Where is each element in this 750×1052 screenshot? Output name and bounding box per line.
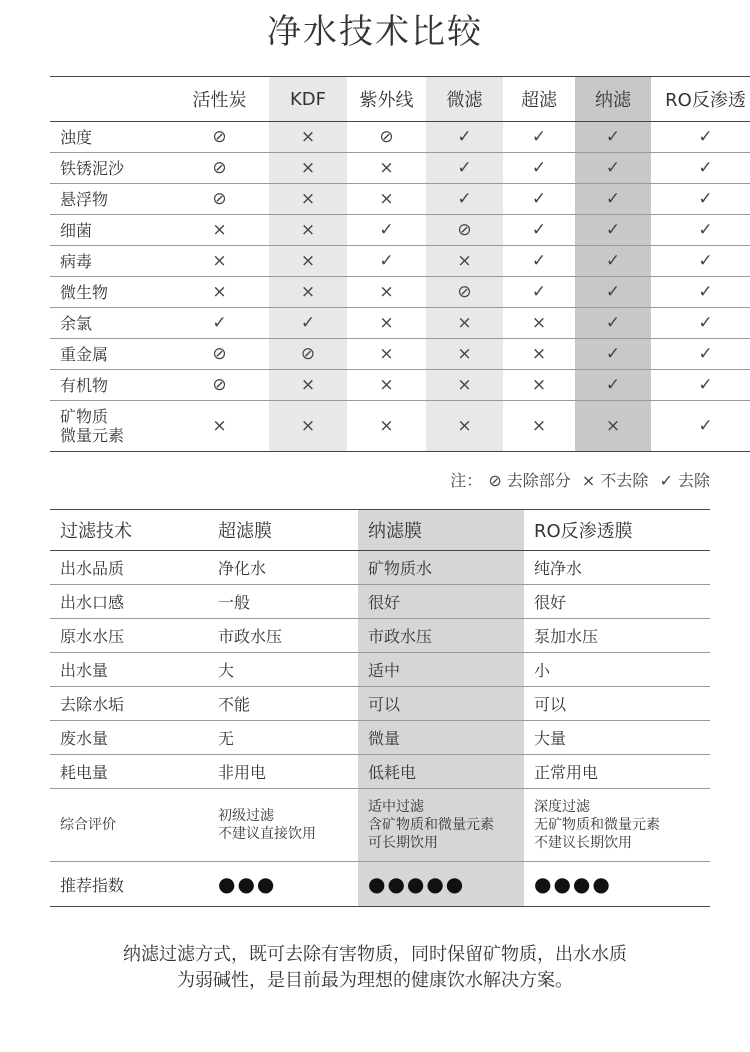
- table1-cell-mark: ✓: [651, 246, 750, 277]
- table1-cell-mark: ⊘: [426, 277, 503, 308]
- table1-cell-mark: ✓: [575, 308, 651, 339]
- table2-cell: 不能: [208, 687, 358, 721]
- table2-row: [50, 721, 710, 755]
- table1-cell-mark: ×: [426, 401, 503, 452]
- table1-cell-mark: ×: [503, 308, 575, 339]
- table2-cell: 大: [208, 653, 358, 687]
- table1-cell-mark: ×: [269, 246, 347, 277]
- table1-cell-mark: ✓: [651, 215, 750, 246]
- header-reverse-osmosis: RO反渗透: [651, 77, 750, 122]
- table2-cell: 小: [524, 653, 710, 687]
- table2-row: [50, 755, 710, 789]
- evaluation-line: 含矿物质和微量元素: [368, 817, 494, 833]
- table2-cell: 可以: [358, 687, 524, 721]
- table1-cell-mark: ×: [575, 401, 651, 452]
- table1-cell-mark: ✓: [503, 277, 575, 308]
- table1-cell-mark: ×: [347, 153, 426, 184]
- table2-cell: 非用电: [208, 755, 358, 789]
- table1-row-label: 有机物: [50, 370, 170, 401]
- table2-cell: 正常用电: [524, 755, 710, 789]
- table1-cell-mark: ⊘: [170, 153, 269, 184]
- table2-cell: 净化水: [208, 551, 358, 585]
- table1-header-row: [50, 77, 750, 122]
- table1-cell-mark: ×: [347, 308, 426, 339]
- table1-cell-mark: ×: [503, 339, 575, 370]
- table2-recommend-row: [50, 862, 710, 907]
- table1-cell-mark: ⊘: [170, 122, 269, 153]
- evaluation-line: 初级过滤: [218, 808, 274, 824]
- table1-cell-mark: ✓: [651, 401, 750, 452]
- table1-row: [50, 370, 750, 401]
- table1-cell-mark: ✓: [347, 215, 426, 246]
- table1-cell-mark: ×: [347, 184, 426, 215]
- table2-row-label: 出水量: [50, 653, 208, 687]
- table1-row-label: 浊度: [50, 122, 170, 153]
- table1-cell-mark: ✓: [426, 153, 503, 184]
- table2-row-label: 耗电量: [50, 755, 208, 789]
- table1-row: [50, 308, 750, 339]
- table1-cell-mark: ✓: [503, 153, 575, 184]
- table2-cell: 一般: [208, 585, 358, 619]
- legend: [444, 468, 710, 491]
- table1-cell-mark: ×: [426, 370, 503, 401]
- table1-row: [50, 339, 750, 370]
- evaluation-ro: [524, 789, 710, 862]
- summary-text: [0, 942, 750, 994]
- table1-cell-mark: ✓: [503, 246, 575, 277]
- evaluation-line: 可长期饮用: [368, 835, 438, 851]
- table2-cell: 适中: [358, 653, 524, 687]
- header-uf-membrane: 超滤膜: [208, 510, 358, 551]
- recommend-label: 推荐指数: [50, 862, 208, 907]
- table1-cell-mark: ×: [347, 370, 426, 401]
- table1-cell-mark: ⊘: [347, 122, 426, 153]
- evaluation-uf: [208, 789, 358, 862]
- summary-line-1: 纳滤过滤方式，既可去除有害物质，同时保留矿物质，出水水质: [123, 944, 627, 965]
- table1-cell-mark: ×: [426, 339, 503, 370]
- table1-cell-mark: ×: [269, 370, 347, 401]
- table1-cell-mark: ✓: [575, 184, 651, 215]
- evaluation-line: 不建议长期饮用: [534, 835, 632, 851]
- table2-row-label: 出水口感: [50, 585, 208, 619]
- recommend-dots-ro: ●●●●: [534, 872, 612, 896]
- table1-row-label: 铁锈泥沙: [50, 153, 170, 184]
- legend-none: × 不去除: [581, 471, 649, 490]
- table1-row: [50, 122, 750, 153]
- table1-cell-mark: ×: [170, 277, 269, 308]
- table1-cell-mark: ×: [269, 277, 347, 308]
- table1-cell-mark: ×: [426, 308, 503, 339]
- table1-cell-mark: ⊘: [170, 184, 269, 215]
- table2-evaluation-row: [50, 789, 710, 862]
- table1-row: [50, 246, 750, 277]
- table2-row-label: 原水水压: [50, 619, 208, 653]
- summary-line-2: 为弱碱性，是目前最为理想的健康饮水解决方案。: [177, 970, 573, 991]
- table1-cell-mark: ✓: [575, 246, 651, 277]
- header-microfiltration: 微滤: [426, 77, 503, 122]
- table1-cell-mark: ✓: [651, 277, 750, 308]
- table1-cell-mark: ×: [269, 215, 347, 246]
- table1-row-label: 病毒: [50, 246, 170, 277]
- table1-cell-mark: ✓: [651, 339, 750, 370]
- table2-cell: 可以: [524, 687, 710, 721]
- table2-row: [50, 687, 710, 721]
- table1-header-corner: [50, 77, 170, 122]
- evaluation-line: 无矿物质和微量元素: [534, 817, 660, 833]
- table1-cell-mark: ✓: [575, 339, 651, 370]
- table1-row-label: [50, 401, 170, 452]
- table2-row: [50, 619, 710, 653]
- header-filter-tech: 过滤技术: [50, 510, 208, 551]
- membrane-comparison-table: [50, 509, 710, 907]
- table2-header-row: [50, 510, 710, 551]
- header-activated-carbon: 活性炭: [170, 77, 269, 122]
- table2-cell: 很好: [524, 585, 710, 619]
- recommend-uf-cell: [208, 862, 358, 907]
- row-label-line: 矿物质: [60, 407, 109, 426]
- table2-cell: 泵加水压: [524, 619, 710, 653]
- table2-cell: 纯净水: [524, 551, 710, 585]
- legend-prefix: 注：: [450, 471, 483, 490]
- table1-cell-mark: ✓: [575, 370, 651, 401]
- table1-cell-mark: ✓: [651, 153, 750, 184]
- table1-cell-mark: ×: [503, 401, 575, 452]
- table2-row: [50, 551, 710, 585]
- table1-cell-mark: ✓: [575, 153, 651, 184]
- table2-cell: 市政水压: [208, 619, 358, 653]
- evaluation-label: 综合评价: [50, 789, 208, 862]
- table1-row-label: 余氯: [50, 308, 170, 339]
- table2-row: [50, 585, 710, 619]
- header-ro-membrane: RO反渗透膜: [524, 510, 710, 551]
- table1-cell-mark: ×: [347, 277, 426, 308]
- table2-row-label: 去除水垢: [50, 687, 208, 721]
- table1-cell-mark: ⊘: [170, 370, 269, 401]
- table2-row-label: 废水量: [50, 721, 208, 755]
- table1-cell-mark: ×: [170, 401, 269, 452]
- filtration-technology-table: [50, 76, 750, 452]
- table1-cell-mark: ×: [503, 370, 575, 401]
- table1-row: [50, 215, 750, 246]
- recommend-dots-nf: ●●●●●: [368, 872, 466, 896]
- table1-cell-mark: ✓: [503, 122, 575, 153]
- table2-cell: 低耗电: [358, 755, 524, 789]
- table1-cell-mark: ×: [347, 401, 426, 452]
- table2-cell: 微量: [358, 721, 524, 755]
- table2-cell: 无: [208, 721, 358, 755]
- legend-partial: ⊘ 去除部分: [488, 471, 571, 490]
- table1-cell-mark: ✓: [503, 215, 575, 246]
- evaluation-line: 深度过滤: [534, 799, 590, 815]
- table1-cell-mark: ✓: [575, 122, 651, 153]
- row-label-line: 微量元素: [60, 426, 125, 445]
- legend-full: ✓ 去除: [659, 471, 710, 490]
- table1-cell-mark: ✓: [575, 215, 651, 246]
- table1-cell-mark: ⊘: [426, 215, 503, 246]
- table1-cell-mark: ×: [170, 246, 269, 277]
- table1-cell-mark: ×: [269, 153, 347, 184]
- table1-cell-mark: ✓: [651, 184, 750, 215]
- table1-cell-mark: ✓: [170, 308, 269, 339]
- table2-cell: 市政水压: [358, 619, 524, 653]
- header-uv: 紫外线: [347, 77, 426, 122]
- table1-row-label: 微生物: [50, 277, 170, 308]
- table1-cell-mark: ✓: [426, 184, 503, 215]
- table1-cell-mark: ×: [269, 122, 347, 153]
- table1-cell-mark: ×: [269, 184, 347, 215]
- table1-row-label: 悬浮物: [50, 184, 170, 215]
- header-nf-membrane: 纳滤膜: [358, 510, 524, 551]
- table1-cell-mark: ✓: [651, 370, 750, 401]
- table1-cell-mark: ✓: [347, 246, 426, 277]
- table1-cell-mark: ×: [347, 339, 426, 370]
- evaluation-line: 适中过滤: [368, 799, 424, 815]
- evaluation-nf: [358, 789, 524, 862]
- table1-row: [50, 401, 750, 452]
- table2-row-label: 出水品质: [50, 551, 208, 585]
- page-title: 净水技术比较: [267, 12, 483, 52]
- table1-cell-mark: ×: [269, 401, 347, 452]
- table1-row: [50, 184, 750, 215]
- table2-cell: 矿物质水: [358, 551, 524, 585]
- table2-cell: 大量: [524, 721, 710, 755]
- table2-cell: 很好: [358, 585, 524, 619]
- table1-cell-mark: ×: [170, 215, 269, 246]
- table1-cell-mark: ✓: [269, 308, 347, 339]
- recommend-dots-uf: ●●●: [218, 872, 277, 896]
- table1-cell-mark: ×: [426, 246, 503, 277]
- table2-row: [50, 653, 710, 687]
- table1-row-label: 细菌: [50, 215, 170, 246]
- header-ultrafiltration: 超滤: [503, 77, 575, 122]
- header-nanofiltration: 纳滤: [575, 77, 651, 122]
- table1-cell-mark: ⊘: [269, 339, 347, 370]
- table1-cell-mark: ✓: [503, 184, 575, 215]
- table1-cell-mark: ⊘: [170, 339, 269, 370]
- header-kdf: KDF: [269, 77, 347, 122]
- recommend-nf-cell: [358, 862, 524, 907]
- table1-row-label: 重金属: [50, 339, 170, 370]
- table1-cell-mark: ✓: [651, 122, 750, 153]
- evaluation-line: 不建议直接饮用: [218, 826, 316, 842]
- table1-row: [50, 277, 750, 308]
- recommend-ro-cell: [524, 862, 710, 907]
- table1-cell-mark: ✓: [651, 308, 750, 339]
- table1-cell-mark: ✓: [575, 277, 651, 308]
- table1-row: [50, 153, 750, 184]
- table1-cell-mark: ✓: [426, 122, 503, 153]
